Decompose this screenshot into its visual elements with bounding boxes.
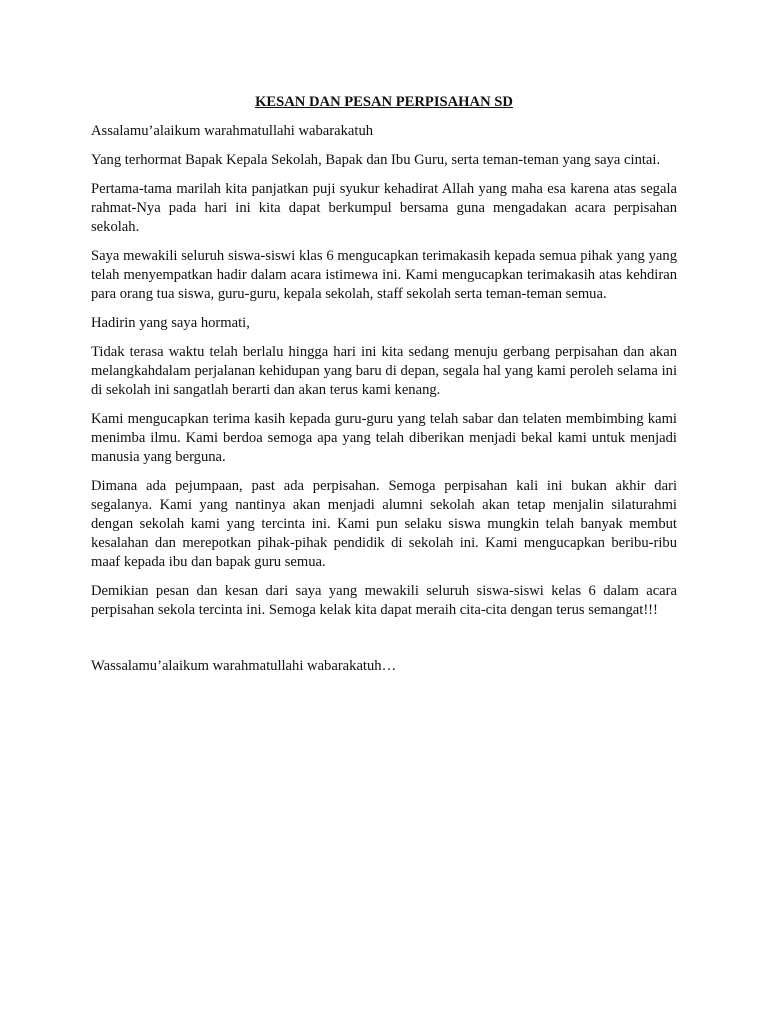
paragraph-conclusion: Demikian pesan dan kesan dari saya yang mewakili seluruh siswa-siswi kelas 6 dalam acara perpisahan sekola tercinta ini. Semoga kelak kita dapat meraih cita-cita dengan terus semangat!!!: [91, 583, 677, 618]
paragraph-opening: Pertama-tama marilah kita panjatkan puji syukur kehadirat Allah yang maha esa karena atas segala rahmat-Nya pada hari ini kita dapat berkumpul bersama guna mengadakan acara perpisahan sekolah.: [91, 181, 677, 235]
closing-greeting: Wassalamu’alaikum warahmatullahi wabarakatuh…: [91, 658, 397, 674]
paragraph-farewell: Tidak terasa waktu telah berlalu hingga hari ini kita sedang menuju gerbang perpisahan dan akan melangkahdalam perjalanan kehidupan yang baru di depan, segala hal yang kami peroleh selama ini di sekolah ini sangatlah berarti dan akan terus kami kenang.: [91, 344, 677, 398]
document-body: [91, 93, 677, 686]
paragraph-apology: Dimana ada pejumpaan, past ada perpisahan. Semoga perpisahan kali ini bukan akhir dari segalanya. Kami yang nantinya akan menjadi alumni sekolah akan tetap menjalin silaturahmi dengan sekolah kami yang tercinta ini. Kami pun selaku siswa mungkin telah banyak membut kesalahan dan merepotkan pihak-pihak pendidik di sekolah ini. Kami mengucapkan beribu-ribu maaf kepada ibu dan bapak guru semua.: [91, 478, 677, 570]
paragraph-salutation: Yang terhormat Bapak Kepala Sekolah, Bapak dan Ibu Guru, serta teman-teman yang saya cintai.: [91, 152, 661, 168]
greeting: Assalamu’alaikum warahmatullahi wabarakatuh: [91, 123, 374, 139]
paragraph-teacher-thanks: Kami mengucapkan terima kasih kepada guru-guru yang telah sabar dan telaten membimbing kami menimba ilmu. Kami berdoa semoga apa yang telah diberikan menjadi bekal kami untuk menjadi manusia yang berguna.: [91, 411, 677, 465]
paragraph-thanks: Saya mewakili seluruh siswa-siswi klas 6 mengucapkan terimakasih kepada semua pihak yang yang telah menyempatkan hadir dalam acara istimewa ini. Kami mengucapkan terimakasih atas kehdiran para orang tua siswa, guru-guru, kepala sekolah, staff sekolah serta teman-teman semua.: [91, 248, 677, 302]
document-title: KESAN DAN PESAN PERPISAHAN SD: [255, 94, 513, 110]
paragraph-audience: Hadirin yang saya hormati,: [91, 315, 250, 331]
